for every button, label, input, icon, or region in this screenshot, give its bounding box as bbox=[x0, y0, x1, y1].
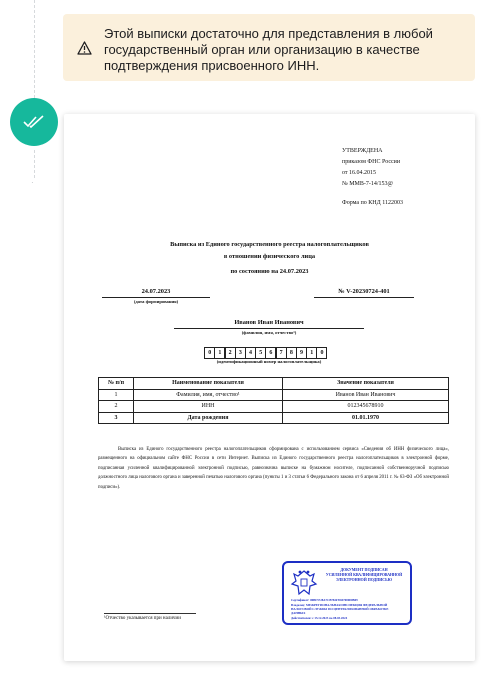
inn-digit-box: 3 bbox=[235, 347, 246, 359]
stamp-owner: Владелец: МЕЖРЕГИОНАЛЬНАЯ ИНСПЕКЦИЯ ФЕДЕРАЛЬНОЙ bbox=[291, 603, 388, 607]
person-name-caption: (фамилия, имя, отчество¹) bbox=[241, 330, 297, 335]
document-subtitle: в отношении физического лица bbox=[223, 253, 316, 260]
inn-caption: (идентификационный номер налогоплательщика) bbox=[216, 359, 322, 364]
table-header: Значение показателя bbox=[283, 378, 449, 390]
table-cell: Фамилия, имя, отчество¹ bbox=[134, 389, 283, 401]
stamp-header-line: ЭЛЕКТРОННОЙ ПОДПИСЬЮ bbox=[335, 578, 393, 582]
formation-date-caption: (дата формирования) bbox=[133, 299, 179, 304]
underline bbox=[102, 297, 210, 298]
table-cell: Иванов Иван Иванович bbox=[283, 389, 449, 401]
table-cell: 012345678910 bbox=[283, 401, 449, 413]
table-cell: 01.01.1970 bbox=[283, 412, 449, 424]
coat-of-arms-emblem bbox=[290, 568, 318, 598]
stamp-header-line: ДОКУМЕНТ ПОДПИСАН bbox=[340, 568, 388, 572]
table-row bbox=[99, 401, 449, 413]
table-header: № п/п bbox=[99, 378, 134, 390]
timeline-rail-lower bbox=[34, 150, 35, 178]
footnote-divider bbox=[104, 613, 196, 614]
inn-digit-box: 8 bbox=[286, 347, 297, 359]
document-number: № V-20230724-401 bbox=[338, 288, 390, 295]
table-cell: 2 bbox=[99, 401, 134, 413]
document-title: Выписка из Единого государственного реестра налогоплательщиков bbox=[170, 241, 369, 248]
warning-text: Этой выписки достаточно для представления в любой государственный орган или организацию в качестве подтверждения присвоенного ИНН. bbox=[104, 26, 433, 73]
document-as-of: по состоянию на 24.07.2023 bbox=[230, 268, 309, 275]
double-check-icon bbox=[23, 115, 45, 129]
inn-digit-boxes bbox=[205, 347, 327, 359]
stamp-validity: Действителен: с 15.12.2023 по 08.03.2024 bbox=[291, 616, 348, 620]
inn-digit-box: 2 bbox=[225, 347, 236, 359]
timeline-dot: · bbox=[31, 178, 34, 187]
stamp-certificate: Сертификат: 00BF5728A7CB782F9D4700000B09 bbox=[291, 598, 358, 602]
stamp-owner-cont: НАЛОГОВОЙ СЛУЖБЫ ПО ЦЕНТРАЛИЗОВАННОЙ ОБРАБОТКЕ bbox=[291, 607, 389, 611]
inn-digit-box: 1 bbox=[214, 347, 225, 359]
table-cell: Дата рождения bbox=[134, 412, 283, 424]
table-cell: ИНН bbox=[134, 401, 283, 413]
approval-line: приказом ФНС России bbox=[342, 159, 401, 165]
legal-paragraph: Выписка из Единого государственного реестра налогоплательщиков сформирована с использованием сервиса «Сведения об ИНН физического лица», размещенного на официальном сайте ФНС России в сети Интернет. Выписка из Единого государственного реестра налогоплательщиков в электронной форме, подписанная усиленной квалифицированной электронной подписью, равнозначна выписке на бумажном носителе, подписанной собственноручной подписью должностного лица налогового органа и заверенной печатью налогового органа (пункты 1 и 3 статьи 6 Федерального закона от 6 апреля 2011 г. № 63-ФЗ «Об электронной подписи»). bbox=[98, 447, 449, 490]
form-code: Форма по КНД 1122003 bbox=[342, 200, 403, 206]
warning-banner bbox=[63, 14, 475, 81]
inn-digit-box: 6 bbox=[265, 347, 276, 359]
stamp-header bbox=[319, 568, 409, 583]
verified-badge bbox=[10, 98, 58, 146]
timeline-rail bbox=[34, 0, 35, 98]
table-row bbox=[99, 412, 449, 424]
table-cell: 3 bbox=[99, 412, 134, 424]
underline bbox=[314, 297, 414, 298]
document-preview[interactable] bbox=[64, 114, 475, 661]
table-header: Наименование показателя bbox=[134, 378, 283, 390]
stamp-owner-cont: ДАННЫХ bbox=[291, 611, 306, 615]
approval-line: от 16.04.2015 bbox=[342, 170, 377, 176]
formation-date: 24.07.2023 bbox=[141, 288, 171, 295]
inn-digit-box: 0 bbox=[204, 347, 215, 359]
inn-digit-box: 0 bbox=[316, 347, 327, 359]
stamp-header-line: УСИЛЕННОЙ КВАЛИФИЦИРОВАННОЙ bbox=[325, 573, 403, 577]
approval-line: № ММВ-7-14/153@ bbox=[342, 181, 394, 187]
table-cell: 1 bbox=[99, 389, 134, 401]
approval-block bbox=[342, 146, 403, 209]
inn-digit-box: 7 bbox=[276, 347, 287, 359]
inn-digit-box: 5 bbox=[255, 347, 266, 359]
info-table bbox=[98, 377, 449, 424]
inn-digit-box: 1 bbox=[306, 347, 317, 359]
footnote: ¹Отчество указывается при наличии bbox=[104, 616, 181, 621]
person-name: Иванов Иван Иванович bbox=[234, 319, 304, 326]
approval-line: УТВЕРЖДЕНА bbox=[342, 148, 383, 154]
underline bbox=[174, 328, 364, 329]
inn-digit-box: 4 bbox=[245, 347, 256, 359]
table-row bbox=[99, 389, 449, 401]
e-signature-stamp bbox=[282, 561, 412, 625]
inn-digit-box: 9 bbox=[296, 347, 307, 359]
warning-icon bbox=[77, 41, 92, 55]
